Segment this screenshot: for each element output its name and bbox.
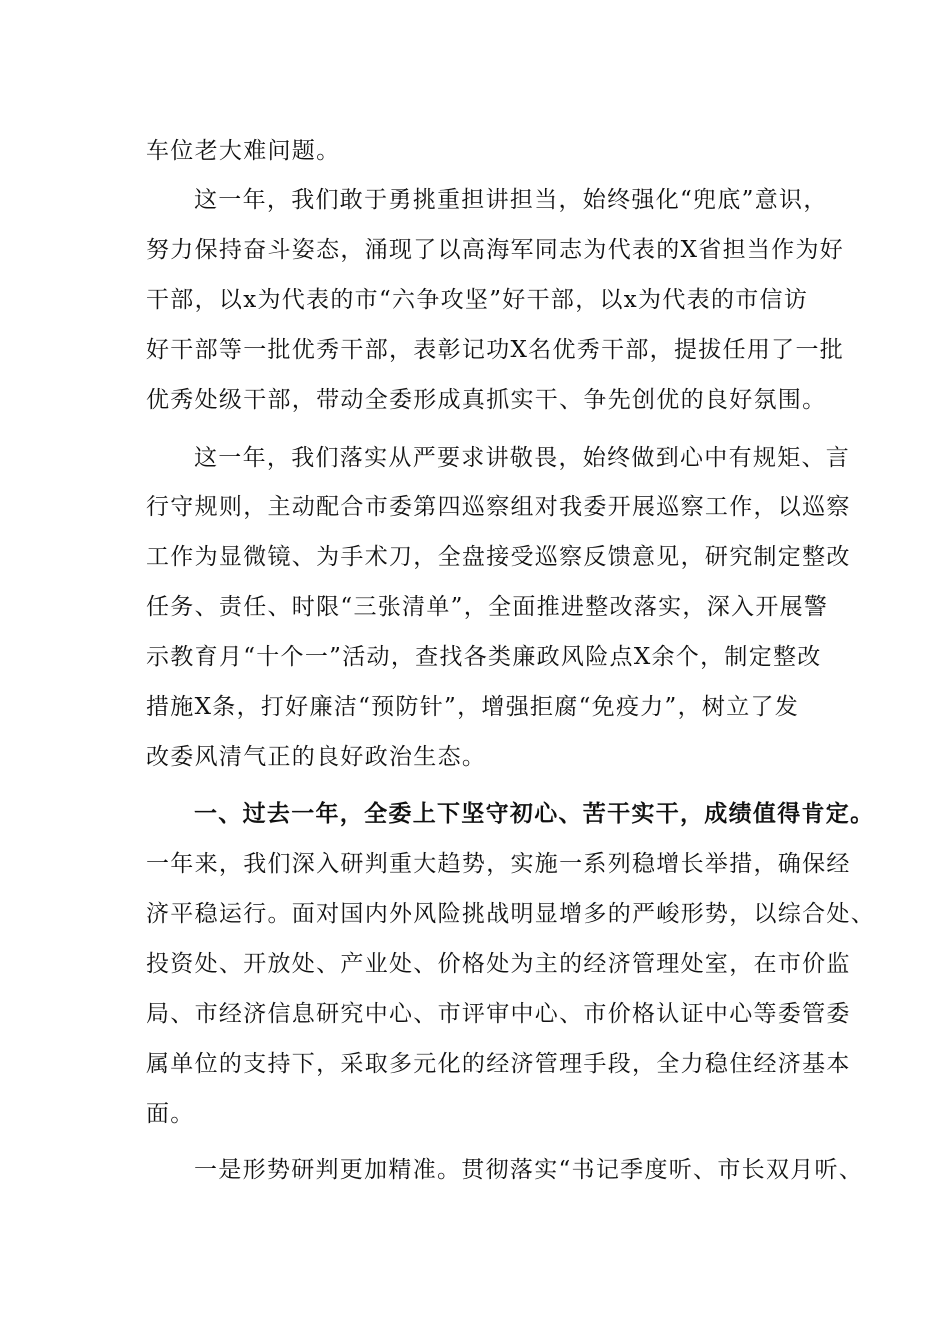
section-heading: 一、过去一年，全委上下坚守初心、苦干实干，成绩值得肯定。 bbox=[194, 801, 875, 827]
text-line: 济平稳运行。面对国内外风险挑战明显增多的严峻形势，以综合处、 bbox=[146, 901, 875, 927]
paragraph-start-line: 这一年，我们落实从严要求讲敬畏，始终做到心中有规矩、言 bbox=[194, 445, 851, 471]
text-line: 努力保持奋斗姿态，涌现了以高海军同志为代表的X省担当作为好 bbox=[146, 237, 845, 263]
text-line: 干部，以x为代表的市“六争攻坚”好干部，以x为代表的市信访 bbox=[146, 287, 809, 313]
paragraph-start-line: 这一年，我们敢于勇挑重担讲担当，始终强化“兜底”意识， bbox=[194, 187, 828, 213]
text-line: 面。 bbox=[146, 1101, 195, 1127]
text-line: 投资处、开放处、产业处、价格处为主的经济管理处室，在市价监 bbox=[146, 951, 851, 977]
text-line: 局、市经济信息研究中心、市评审中心、市价格认证中心等委管委 bbox=[146, 1001, 851, 1027]
text-line: 改委风清气正的良好政治生态。 bbox=[146, 744, 487, 770]
text-line: 示教育月“十个一”活动，查找各类廉政风险点X余个，制定整改 bbox=[146, 644, 822, 670]
paragraph-start-line: 一是形势研判更加精准。贯彻落实“书记季度听、市长双月听、 bbox=[194, 1157, 864, 1183]
text-line: 一年来，我们深入研判重大趋势，实施一系列稳增长举措，确保经 bbox=[146, 851, 851, 877]
text-line: 车位老大难问题。 bbox=[146, 138, 341, 164]
text-line: 工作为显微镜、为手术刀，全盘接受巡察反馈意见，研究制定整改 bbox=[146, 544, 851, 570]
text-line: 好干部等一批优秀干部，表彰记功X名优秀干部，提拔任用了一批 bbox=[146, 337, 845, 363]
text-line: 行守规则，主动配合市委第四巡察组对我委开展巡察工作，以巡察 bbox=[146, 494, 851, 520]
text-line: 优秀处级干部，带动全委形成真抓实干、争先创优的良好氛围。 bbox=[146, 387, 827, 413]
text-line: 属单位的支持下，采取多元化的经济管理手段，全力稳住经济基本 bbox=[146, 1051, 851, 1077]
text-line: 措施X条，打好廉洁“预防针”，增强拒腐“免疫力”，树立了发 bbox=[146, 694, 800, 720]
text-line: 任务、责任、时限“三张清单”，全面推进整改落实，深入开展警 bbox=[146, 594, 829, 620]
